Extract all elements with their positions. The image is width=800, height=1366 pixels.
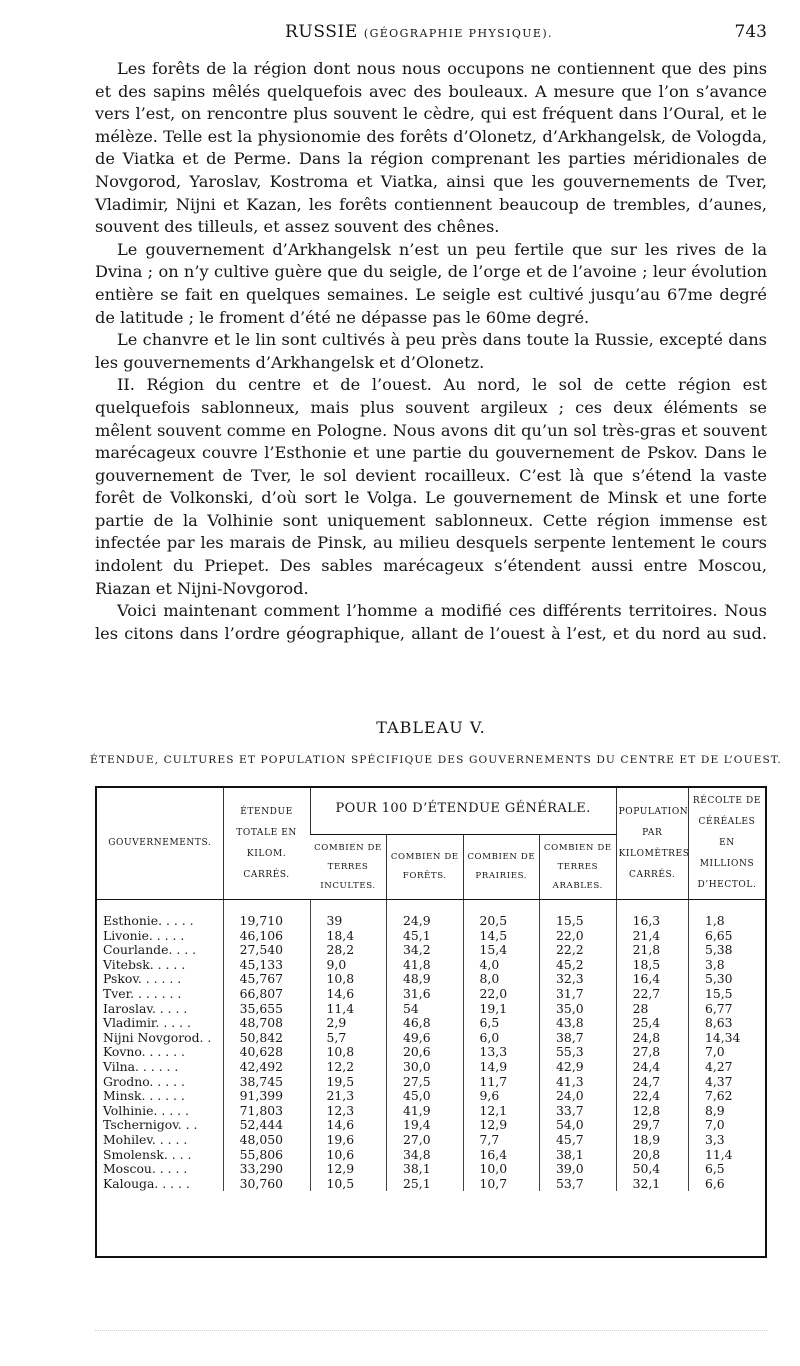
table-cell: 13,3: [463, 1045, 540, 1060]
table-cell: 31,6: [387, 987, 464, 1002]
table-cell: 22,7: [616, 987, 688, 1002]
table-cell: 24,4: [616, 1060, 688, 1075]
table-cell: 45,2: [540, 958, 617, 973]
table-cell: 19,6: [310, 1133, 387, 1148]
running-title: [285, 22, 553, 42]
data-table-frame: [95, 786, 767, 1258]
table-row: [97, 1002, 765, 1017]
table-cell: 34,2: [387, 943, 464, 958]
paragraph-1: Les forêts de la région dont nous nous occupons ne contiennent que des pins et des sapins mêlés quelquefois avec des bouleaux. A mesure que l’on s’avance vers l’est, on rencontre plus souvent le cèdre, qui est fréquent dans l’Oural, et le mélèze. Telle est la physionomie des forêts d’Olonetz, d’Arkhangelsk, de Vologda, de Viatka et de Perme. Dans la région comprenant les parties méridionales de Novgorod, Yaroslav, Kostroma et Viatka, ainsi que les gouvernements de Tver, Vladimir, Nijni et Kazan, les forêts contiennent beaucoup de trembles, d’aunes, souvent des tilleuls, et assez souvent des chênes.: [95, 59, 767, 237]
table-cell: 28: [616, 1002, 688, 1017]
table-cell: 14,6: [310, 1118, 387, 1133]
table-row: [97, 943, 765, 958]
table-cell: 41,8: [387, 958, 464, 973]
table-row: [97, 1148, 765, 1163]
table-cell: 29,7: [616, 1118, 688, 1133]
table-cell: 14,9: [463, 1060, 540, 1075]
table-cell: 49,6: [387, 1031, 464, 1046]
table-row: [97, 1016, 765, 1031]
table-cell: 6,5: [463, 1016, 540, 1031]
table-row: [97, 1162, 765, 1177]
gouvernement-name: Tver. . . . . . .: [103, 985, 182, 1001]
table-cell: 32,1: [616, 1177, 688, 1192]
page-bottom-specks: [95, 1330, 767, 1335]
table-cell: 6,6: [688, 1177, 765, 1192]
gouvernement-name: Nijni Novgorod. .: [103, 1029, 212, 1045]
table-cell: 7,0: [688, 1118, 765, 1133]
table-cell: 48,708: [223, 1016, 310, 1031]
table-cell: 50,4: [616, 1162, 688, 1177]
table-cell: 19,710: [223, 900, 310, 929]
gouvernement-name: Vladimir. . . . .: [103, 1015, 191, 1031]
table-row: [97, 958, 765, 973]
table-cell: 6,5: [688, 1162, 765, 1177]
table-row: [97, 1118, 765, 1133]
gouvernement-name: Moscou. . . . .: [103, 1161, 188, 1177]
table-cell: 45,133: [223, 958, 310, 973]
table-cell: 33,290: [223, 1162, 310, 1177]
table-cell: 3,8: [688, 958, 765, 973]
table-cell: 21,8: [616, 943, 688, 958]
table-cell: 43,8: [540, 1016, 617, 1031]
table-cell: 24,0: [540, 1089, 617, 1104]
table-cell: 4,0: [463, 958, 540, 973]
gouvernement-name: Minsk. . . . . .: [103, 1088, 185, 1104]
header-gouvernements: GOUVERNEMENTS.: [97, 788, 223, 900]
table-cell: 55,3: [540, 1045, 617, 1060]
table-cell: 20,8: [616, 1148, 688, 1163]
table-cell: 14,6: [310, 987, 387, 1002]
table-cell: 27,0: [387, 1133, 464, 1148]
data-table: [97, 788, 765, 1191]
table-cell: 40,628: [223, 1045, 310, 1060]
table-cell: 15,5: [688, 987, 765, 1002]
body-text: [95, 58, 767, 645]
table-cell: 4,27: [688, 1060, 765, 1075]
table-cell: 38,1: [387, 1162, 464, 1177]
table-row: [97, 1031, 765, 1046]
table-caption: ÉTENDUE, CULTURES ET POPULATION SPÉCIFIQUE DES GOUVERNEMENTS DU CENTRE ET DE L’OUEST.: [90, 754, 782, 766]
table-cell: 46,106: [223, 929, 310, 944]
table-cell: 71,803: [223, 1104, 310, 1119]
table-cell: 6,0: [463, 1031, 540, 1046]
table-cell: 21,3: [310, 1089, 387, 1104]
table-cell: 11,4: [688, 1148, 765, 1163]
table-cell: 19,5: [310, 1075, 387, 1090]
table-cell: 42,9: [540, 1060, 617, 1075]
table-cell: 55,806: [223, 1148, 310, 1163]
table-cell: 12,2: [310, 1060, 387, 1075]
table-cell: 8,9: [688, 1104, 765, 1119]
paragraph-2: Le gouvernement d’Arkhangelsk n’est un peu fertile que sur les rives de la Dvina ; on n’y cultive guère que du seigle, de l’orge et de l’avoine ; leur évolution entière se fait en quelques semaines. Le seigle est cultivé jusqu’au 67me degré de latitude ; le froment d’été ne dépasse pas le 60me degré.: [95, 239, 767, 327]
header-forets: COMBIEN DE FORÊTS.: [387, 835, 464, 900]
table-cell: 16,4: [463, 1148, 540, 1163]
table-cell: 16,3: [616, 900, 688, 929]
table-row: [97, 972, 765, 987]
gouvernement-name: Mohilev. . . . .: [103, 1131, 188, 1147]
table-cell: 30,0: [387, 1060, 464, 1075]
table-cell: 27,8: [616, 1045, 688, 1060]
gouvernement-name: Vitebsk. . . . .: [103, 956, 186, 972]
table-cell: 11,7: [463, 1075, 540, 1090]
table-cell: 20,6: [387, 1045, 464, 1060]
running-title-sub: (GÉOGRAPHIE PHYSIQUE).: [363, 27, 553, 40]
table-row: [97, 1045, 765, 1060]
table-cell: 7,0: [688, 1045, 765, 1060]
table-cell: 27,5: [387, 1075, 464, 1090]
table-cell: 66,807: [223, 987, 310, 1002]
paragraph-4: II. Région du centre et de l’ouest. Au nord, le sol de cette région est quelquefois sablonneux, mais plus souvent argileux ; ces deux éléments se mêlent souvent comme en Pologne. Nous avons dit qu’un sol très-gras et souvent marécageux couvre l’Esthonie et une partie du gouvernement de Pskov. Dans le gouvernement de Tver, le sol devient rocailleux. C’est là que s’étend la vaste forêt de Volkonski, d’où sort le Volga. Le gouvernement de Minsk et une forte partie de la Volhinie sont uniquement sablonneux. Cette région immense est infectée par les marais de Pinsk, au milieu desquels serpente lentement le cours indolent du Priepet. Des sables marécageux s’étendent aussi entre Moscou, Riazan et Nijni-Novgorod.: [95, 375, 767, 598]
table-cell: 54,0: [540, 1118, 617, 1133]
table-cell: 32,3: [540, 972, 617, 987]
table-cell: 41,3: [540, 1075, 617, 1090]
table-cell: 6,65: [688, 929, 765, 944]
table-cell: 10,5: [310, 1177, 387, 1192]
gouvernement-name: Pskov. . . . . .: [103, 971, 182, 987]
table-cell: 48,9: [387, 972, 464, 987]
table-row: [97, 900, 765, 929]
table-cell: 41,9: [387, 1104, 464, 1119]
table-cell: 52,444: [223, 1118, 310, 1133]
header-etendue: ÉTENDUE TOTALE EN KILOM. CARRÉS.: [223, 788, 310, 900]
gouvernement-name: Tschernigov. . .: [103, 1117, 198, 1133]
table-cell: 42,492: [223, 1060, 310, 1075]
table-cell: 7,62: [688, 1089, 765, 1104]
gouvernement-name: Volhinie. . . . .: [103, 1102, 189, 1118]
table-cell: 12,9: [463, 1118, 540, 1133]
table-cell: 19,1: [463, 1002, 540, 1017]
table-cell: 10,0: [463, 1162, 540, 1177]
table-cell: 91,399: [223, 1089, 310, 1104]
running-header: [95, 22, 767, 48]
table-cell: 33,7: [540, 1104, 617, 1119]
table-cell: 12,9: [310, 1162, 387, 1177]
table-cell: 9,6: [463, 1089, 540, 1104]
table-cell: 45,0: [387, 1089, 464, 1104]
table-cell: 45,767: [223, 972, 310, 987]
table-cell: 46,8: [387, 1016, 464, 1031]
table-cell: 22,0: [463, 987, 540, 1002]
table-cell: 31,7: [540, 987, 617, 1002]
gouvernement-name: Grodno. . . . .: [103, 1073, 185, 1089]
gouvernement-name: Kovno. . . . . .: [103, 1044, 185, 1060]
table-cell: 15,4: [463, 943, 540, 958]
table-cell: 30,760: [223, 1177, 310, 1192]
table-row: [97, 1060, 765, 1075]
table-row: [97, 1075, 765, 1090]
table-cell: 12,3: [310, 1104, 387, 1119]
table-row: [97, 987, 765, 1002]
gouvernement-name: Esthonie. . . . .: [103, 913, 194, 928]
table-cell: 16,4: [616, 972, 688, 987]
table-cell: 35,655: [223, 1002, 310, 1017]
table-cell: 10,8: [310, 972, 387, 987]
table-cell: 38,745: [223, 1075, 310, 1090]
table-cell: 20,5: [463, 900, 540, 929]
table-cell: 19,4: [387, 1118, 464, 1133]
paragraph-5: Voici maintenant comment l’homme a modifié ces différents territoires. Nous les citons dans l’ordre géographique, allant de l’ouest à l’est, et du nord au sud.: [95, 601, 767, 643]
table-cell: 8,0: [463, 972, 540, 987]
table-cell: 10,8: [310, 1045, 387, 1060]
table-cell: 2,9: [310, 1016, 387, 1031]
page-number: 743: [734, 22, 767, 42]
table-cell: 45,7: [540, 1133, 617, 1148]
table-cell: 28,2: [310, 943, 387, 958]
table-cell: 22,2: [540, 943, 617, 958]
gouvernement-name: Courlande. . . .: [103, 942, 197, 958]
table-cell: 24,9: [387, 900, 464, 929]
gouvernement-name: Kalouga. . . . .: [103, 1175, 190, 1191]
table-cell: 53,7: [540, 1177, 617, 1192]
table-cell: 14,5: [463, 929, 540, 944]
table-cell: 38,7: [540, 1031, 617, 1046]
table-body: [97, 900, 765, 1192]
table-row: [97, 929, 765, 944]
table-cell: 15,5: [540, 900, 617, 929]
table-cell: 39: [310, 900, 387, 929]
gouvernement-name: Iaroslav. . . . .: [103, 1000, 188, 1016]
table-cell: 4,37: [688, 1075, 765, 1090]
table-cell: 48,050: [223, 1133, 310, 1148]
table-cell: 5,30: [688, 972, 765, 987]
paragraph-3: Le chanvre et le lin sont cultivés à peu près dans toute la Russie, excepté dans les gouvernements d’Arkhangelsk et d’Olonetz.: [95, 330, 767, 372]
table-cell: 1,8: [688, 900, 765, 929]
header-recolte: RÉCOLTE DE CÉRÉALES EN MILLIONS D’HECTOL.: [688, 788, 765, 900]
table-cell: 25,4: [616, 1016, 688, 1031]
table-cell: 12,1: [463, 1104, 540, 1119]
table-cell: 22,0: [540, 929, 617, 944]
table-cell: 45,1: [387, 929, 464, 944]
table-cell: 22,4: [616, 1089, 688, 1104]
table-cell: 14,34: [688, 1031, 765, 1046]
table-title: TABLEAU V.: [376, 718, 486, 737]
table-cell: 38,1: [540, 1148, 617, 1163]
table-cell: 18,4: [310, 929, 387, 944]
table-cell: 24,7: [616, 1075, 688, 1090]
table-row: [97, 1177, 765, 1192]
table-cell: 3,3: [688, 1133, 765, 1148]
table-cell: 9,0: [310, 958, 387, 973]
header-population: POPULATION PAR KILOMÈTRES CARRÉS.: [616, 788, 688, 900]
table-cell: 12,8: [616, 1104, 688, 1119]
table-cell: 35,0: [540, 1002, 617, 1017]
table-cell: 50,842: [223, 1031, 310, 1046]
table-cell: 21,4: [616, 929, 688, 944]
table-row: [97, 1133, 765, 1148]
table-cell: 5,38: [688, 943, 765, 958]
gouvernement-name: Vilna. . . . . .: [103, 1058, 179, 1074]
table-cell: 10,6: [310, 1148, 387, 1163]
table-cell: 18,9: [616, 1133, 688, 1148]
table-cell: 54: [387, 1002, 464, 1017]
table-row: [97, 1104, 765, 1119]
header-pour100: POUR 100 D’ÉTENDUE GÉNÉRALE.: [310, 788, 616, 835]
header-incultes: COMBIEN DE TERRES INCULTES.: [310, 835, 387, 900]
table-row: [97, 1089, 765, 1104]
table-cell: 7,7: [463, 1133, 540, 1148]
header-prairies: COMBIEN DE PRAIRIES.: [463, 835, 540, 900]
table-cell: 24,8: [616, 1031, 688, 1046]
table-cell: 6,77: [688, 1002, 765, 1017]
header-arables: COMBIEN DE TERRES ARABLES.: [540, 835, 617, 900]
table-cell: 39,0: [540, 1162, 617, 1177]
gouvernement-name: Livonie. . . . .: [103, 927, 185, 943]
table-cell: 5,7: [310, 1031, 387, 1046]
table-cell: 34,8: [387, 1148, 464, 1163]
table-cell: 18,5: [616, 958, 688, 973]
table-cell: 8,63: [688, 1016, 765, 1031]
table-cell: 27,540: [223, 943, 310, 958]
gouvernement-name: Smolensk. . . .: [103, 1146, 192, 1162]
table-cell: 10,7: [463, 1177, 540, 1192]
running-title-main: RUSSIE: [285, 22, 358, 42]
table-cell: 25,1: [387, 1177, 464, 1192]
table-cell: 11,4: [310, 1002, 387, 1017]
